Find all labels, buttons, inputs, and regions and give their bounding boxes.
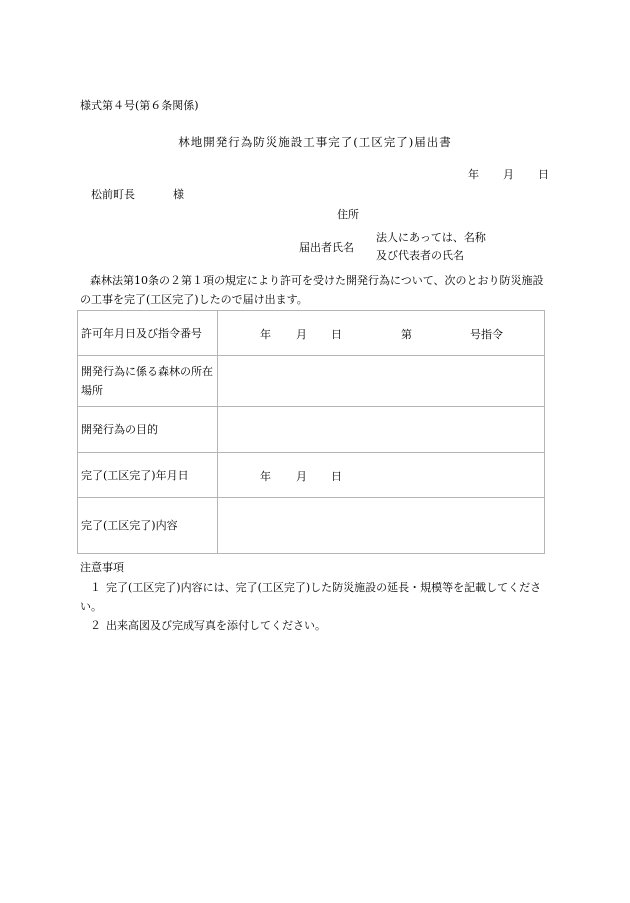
note-item [80,616,554,635]
date-month: 月 [503,168,514,181]
location-label: 開発行為に係る森林の所在場所 [78,356,218,407]
corporation-note: 法人にあっては、名称及び代表者の氏名 [376,231,486,262]
date-day: 日 [538,168,549,181]
completion-month: 月 [296,470,307,483]
purpose-value [218,407,545,453]
table-row [78,311,545,356]
note-number: ２ [90,619,101,632]
table-row [78,453,545,498]
completion-date-label: 完了(工区完了)年月日 [78,453,218,498]
form-number: 様式第４号(第６条関係) [80,99,199,112]
completion-content-value [218,498,545,554]
intro-paragraph: 森林法第10条の２第１項の規定により許可を受けた開発行為について、次のとおり防災施設の工事を完了(工区完了)したので届け出ます。 [80,274,544,306]
completion-content-label: 完了(工区完了)内容 [78,498,218,554]
permit-year: 年 [260,328,271,341]
addressee-honorific: 様 [173,188,184,201]
addressee [91,186,184,202]
table-row [78,407,545,453]
document-title: 林地開発行為防災施設工事完了(工区完了)届出書 [178,135,452,149]
completion-year: 年 [260,470,271,483]
addressee-name: 松前町長 [91,188,135,201]
permit-value [218,311,545,356]
completion-date-value [218,453,545,498]
form-table [77,310,545,554]
purpose-label: 開発行為の目的 [78,407,218,453]
permit-number-suffix: 号指令 [470,328,503,341]
address-label: 住所 [337,208,359,221]
permit-number-prefix: 第 [401,328,412,341]
date-year: 年 [468,168,479,181]
location-value [218,356,545,407]
permit-label: 許可年月日及び指令番号 [78,311,218,356]
permit-month: 月 [296,328,307,341]
note-text: 完了(工区完了)内容には、完了(工区完了)した防災施設の延長・規模等を記載してください。 [80,581,542,613]
table-row [78,356,545,407]
date-line [468,166,549,182]
applicant-name-label: 届出者氏名 [299,241,354,254]
completion-day: 日 [331,470,342,483]
note-item [80,578,554,616]
note-text: 出来高図及び完成写真を添付してください。 [106,619,326,632]
permit-day: 日 [331,328,342,341]
notes-title: 注意事項 [80,561,124,574]
note-number: １ [90,581,101,594]
table-row [78,498,545,554]
